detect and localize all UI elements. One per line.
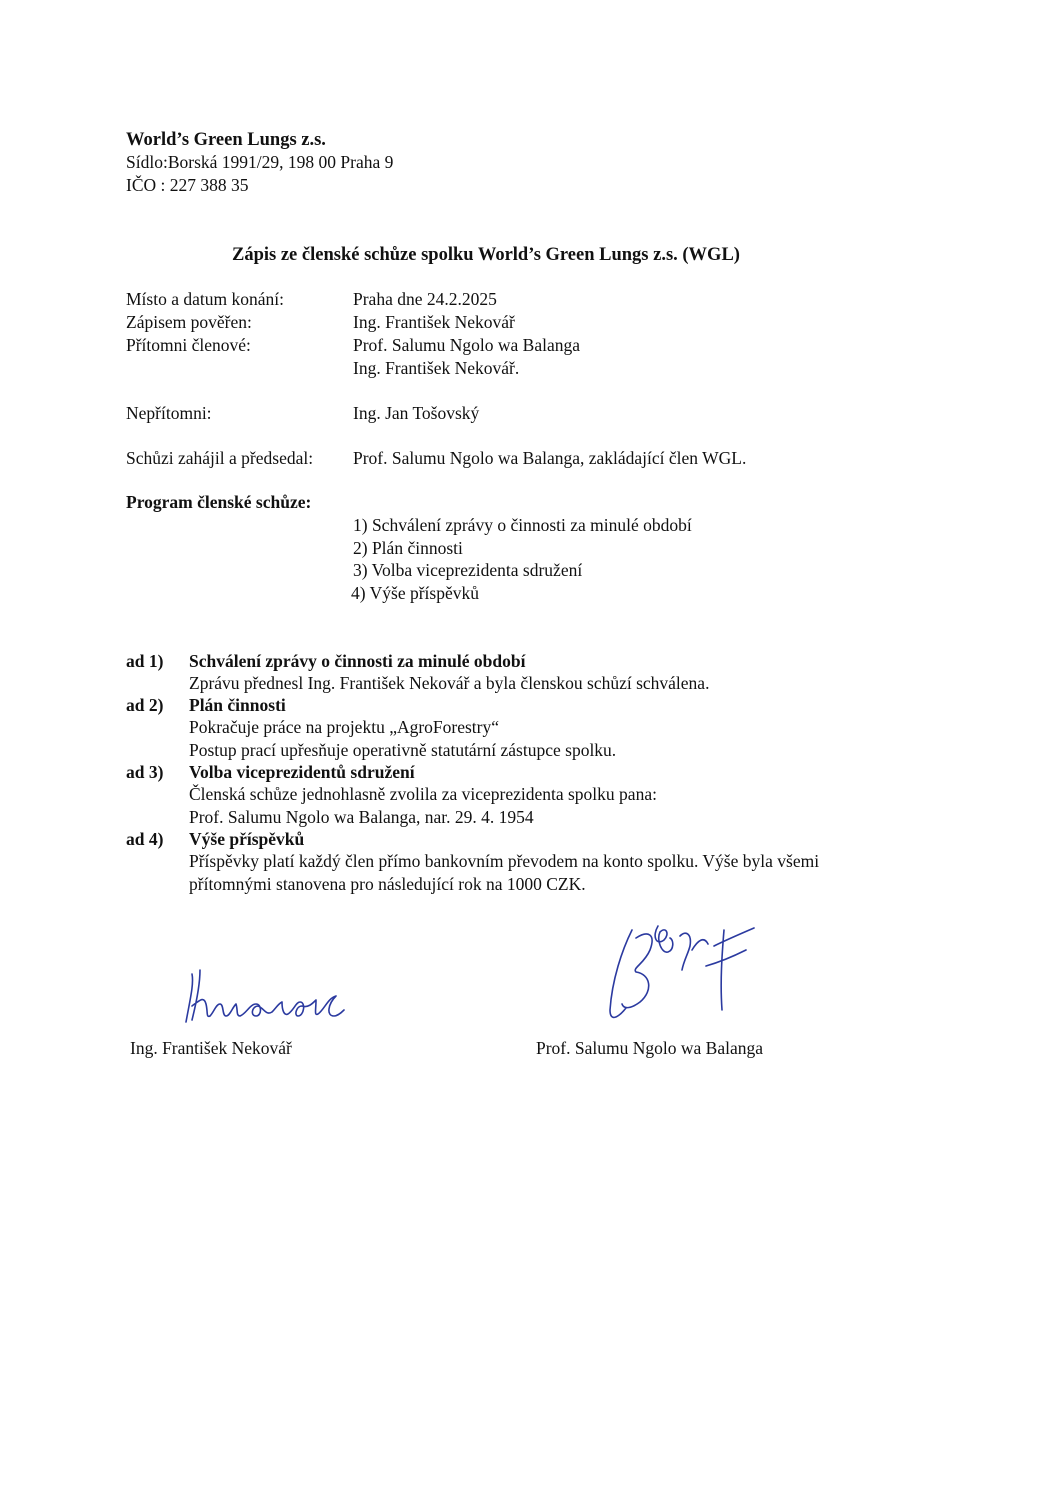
section-line: přítomnými stanovena pro následující rok na 1000 CZK. (189, 874, 586, 894)
org-address: Sídlo:Borská 1991/29, 198 00 Praha 9 (126, 152, 394, 172)
section-line: Postup prací upřesňuje operativně statutární zástupce spolku. (189, 740, 617, 760)
recorder-value: Ing. František Nekovář (353, 312, 515, 332)
section-heading: Schválení zprávy o činnosti za minulé období (189, 651, 526, 671)
recorder-label: Zápisem pověřen: (126, 312, 252, 332)
place-label: Místo a datum konání: (126, 289, 284, 309)
document-title: Zápis ze členské schůze spolku World’s Green Lungs z.s. (WGL) (232, 245, 740, 265)
chair-label: Schůzi zahájil a předsedal: (126, 448, 314, 468)
section-line: Zprávu přednesl Ing. František Nekovář a byla členskou schůzí schválena. (189, 673, 710, 693)
program-item: 3) Volba viceprezidenta sdružení (353, 560, 583, 580)
section-line: Pokračuje práce na projektu „AgroForestry“ (189, 717, 500, 737)
program-heading: Program členské schůze: (126, 492, 312, 512)
signature-balanga (596, 910, 766, 1030)
section-label: ad 3) (126, 762, 164, 782)
section-label: ad 2) (126, 695, 164, 715)
present-label: Přítomni členové: (126, 335, 251, 355)
absent-value: Ing. Jan Tošovský (353, 403, 480, 423)
section-heading: Plán činnosti (189, 695, 286, 715)
org-ico: IČO : 227 388 35 (126, 175, 249, 195)
program-item: 1) Schválení zprávy o činnosti za minulé období (353, 515, 692, 535)
section-heading: Výše příspěvků (189, 829, 305, 849)
place-value: Praha dne 24.2.2025 (353, 289, 497, 309)
present-value-1: Prof. Salumu Ngolo wa Balanga (353, 335, 580, 355)
section-heading: Volba viceprezidentů sdružení (189, 762, 415, 782)
absent-label: Nepřítomni: (126, 403, 212, 423)
chair-value: Prof. Salumu Ngolo wa Balanga, zakládající člen WGL. (353, 448, 747, 468)
program-item: 2) Plán činnosti (353, 538, 463, 558)
signature-name-left: Ing. František Nekovář (130, 1038, 292, 1058)
signature-nekovar (178, 960, 348, 1030)
program-item: 4) Výše příspěvků (351, 583, 479, 603)
section-line: Prof. Salumu Ngolo wa Balanga, nar. 29. 4. 1954 (189, 807, 534, 827)
section-line: Členská schůze jednohlasně zvolila za viceprezidenta spolku pana: (189, 784, 657, 804)
org-name: World’s Green Lungs z.s. (126, 130, 326, 150)
section-line: Příspěvky platí každý člen přímo bankovním převodem na konto spolku. Výše byla všemi (189, 851, 820, 871)
signature-name-right: Prof. Salumu Ngolo wa Balanga (536, 1038, 763, 1058)
section-label: ad 1) (126, 651, 164, 671)
section-label: ad 4) (126, 829, 164, 849)
present-value-2: Ing. František Nekovář. (353, 358, 520, 378)
